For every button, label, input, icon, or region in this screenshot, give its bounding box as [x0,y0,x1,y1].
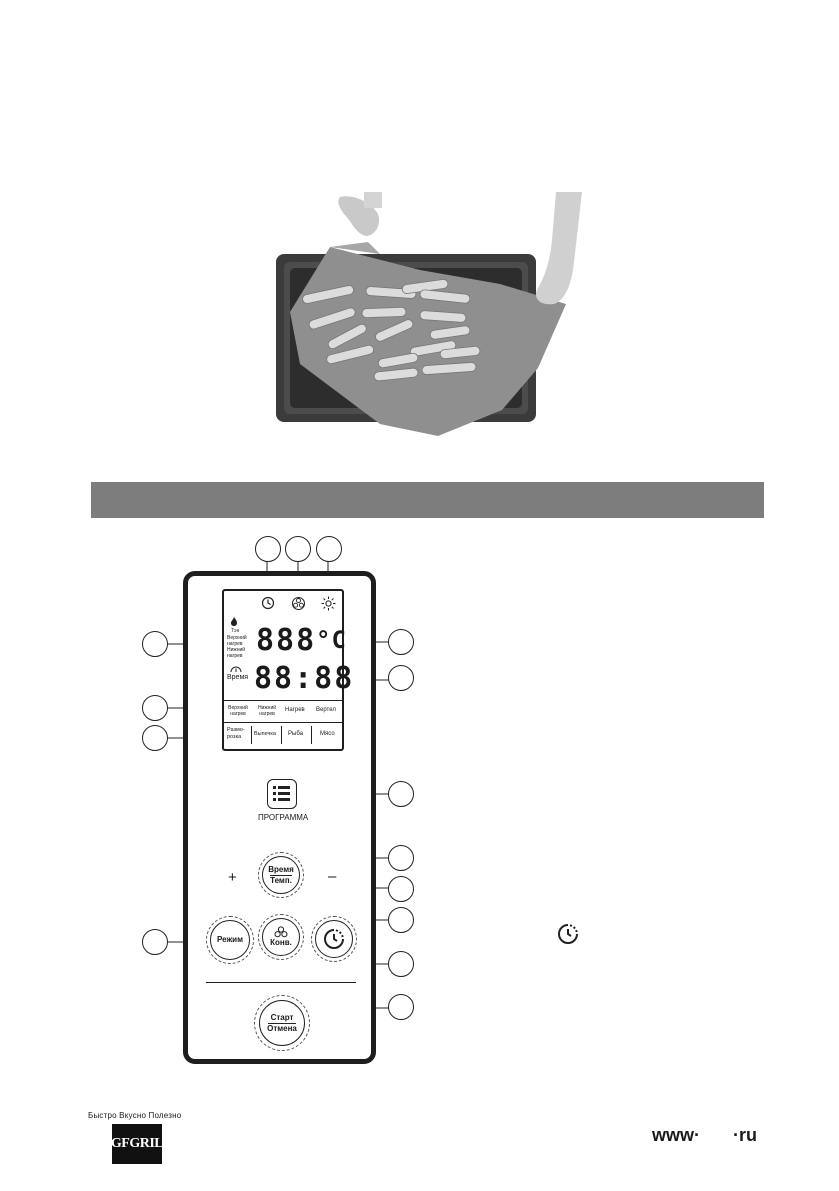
lcd-top-heat-label: Верхний нагрев [227,635,247,647]
mode-label: Режим [217,935,243,944]
lcd-mode-bottom-heat: Нижний нагрев [257,705,277,717]
callout-timer-button [388,907,414,933]
clock-icon [261,596,275,610]
panel-separator [206,982,356,983]
footer-slogan: Быстро Вкусно Полезно [88,1111,182,1120]
callout-convection-button [388,951,414,977]
clock-icon [322,927,346,951]
temperature-digits: 888 [256,623,317,658]
lcd-mode-baking: Выпечка [254,731,276,737]
lcd-row2-sep-1 [251,726,252,744]
temperature-unit: °C [316,626,347,654]
time-temp-bottom-label: Темп. [270,875,292,885]
callout-program-button [388,781,414,807]
lcd-mode-defrost: Размо-розка [227,727,245,740]
lcd-row2-sep-2 [281,726,282,744]
cancel-label: Отмена [267,1023,297,1033]
callout-mode-button [142,929,168,955]
time-temp-button[interactable] [262,856,300,894]
callout-time-temp-button [388,845,414,871]
callout-minus-button [388,876,414,902]
time-icon [230,665,242,673]
site-suffix: ·ru [733,1125,757,1145]
callout-temperature-display [388,629,414,655]
fan-icon [274,926,288,938]
lcd-mode-heat: Нагрев [285,707,305,713]
timer-button[interactable] [315,920,353,958]
lcd-mode-fish: Рыба [288,731,303,737]
callout-mode-row-2 [142,725,168,751]
callout-convection-indicator [285,536,311,562]
convection-button[interactable] [262,918,300,956]
site-prefix: www· [652,1125,700,1145]
lcd-bottom-heat-label: Нижний нагрев [227,647,246,659]
sun-icon [321,596,336,611]
lcd-mode-meat: Мясо [320,731,335,737]
flame-icon [230,617,238,626]
minus-button[interactable]: – [328,868,337,885]
plus-button[interactable]: + [228,869,237,886]
callout-time-display [388,665,414,691]
clock-icon [556,922,580,946]
lcd-mode-top-heat: Верхний нагрев [228,705,248,717]
lcd-turbo-label: Тэн [231,628,240,634]
program-label: ПРОГРАММА [258,813,309,822]
lcd-divider-1 [224,700,342,701]
callout-heating-indicators [142,631,168,657]
start-cancel-button[interactable] [259,1000,305,1046]
mode-button[interactable] [210,920,250,960]
time-digits: 88:88 [254,661,355,696]
callout-start-button [388,994,414,1020]
start-label: Старт [270,1012,294,1022]
list-icon [268,780,295,807]
lcd-mode-rotisserie: Вертел [316,707,336,713]
convection-label: Конв. [270,938,292,947]
program-button[interactable] [267,779,297,809]
callout-timer-indicator [255,536,281,562]
callout-light-indicator [316,536,342,562]
brand-logo: GFGRIL [112,1124,162,1164]
lcd-row2-sep-3 [311,726,312,744]
fan-icon [291,596,306,611]
lcd-time-label: Время [227,674,249,681]
lcd-divider-2 [224,722,342,723]
callout-mode-row-1 [142,695,168,721]
time-temp-top-label: Время [268,864,294,874]
